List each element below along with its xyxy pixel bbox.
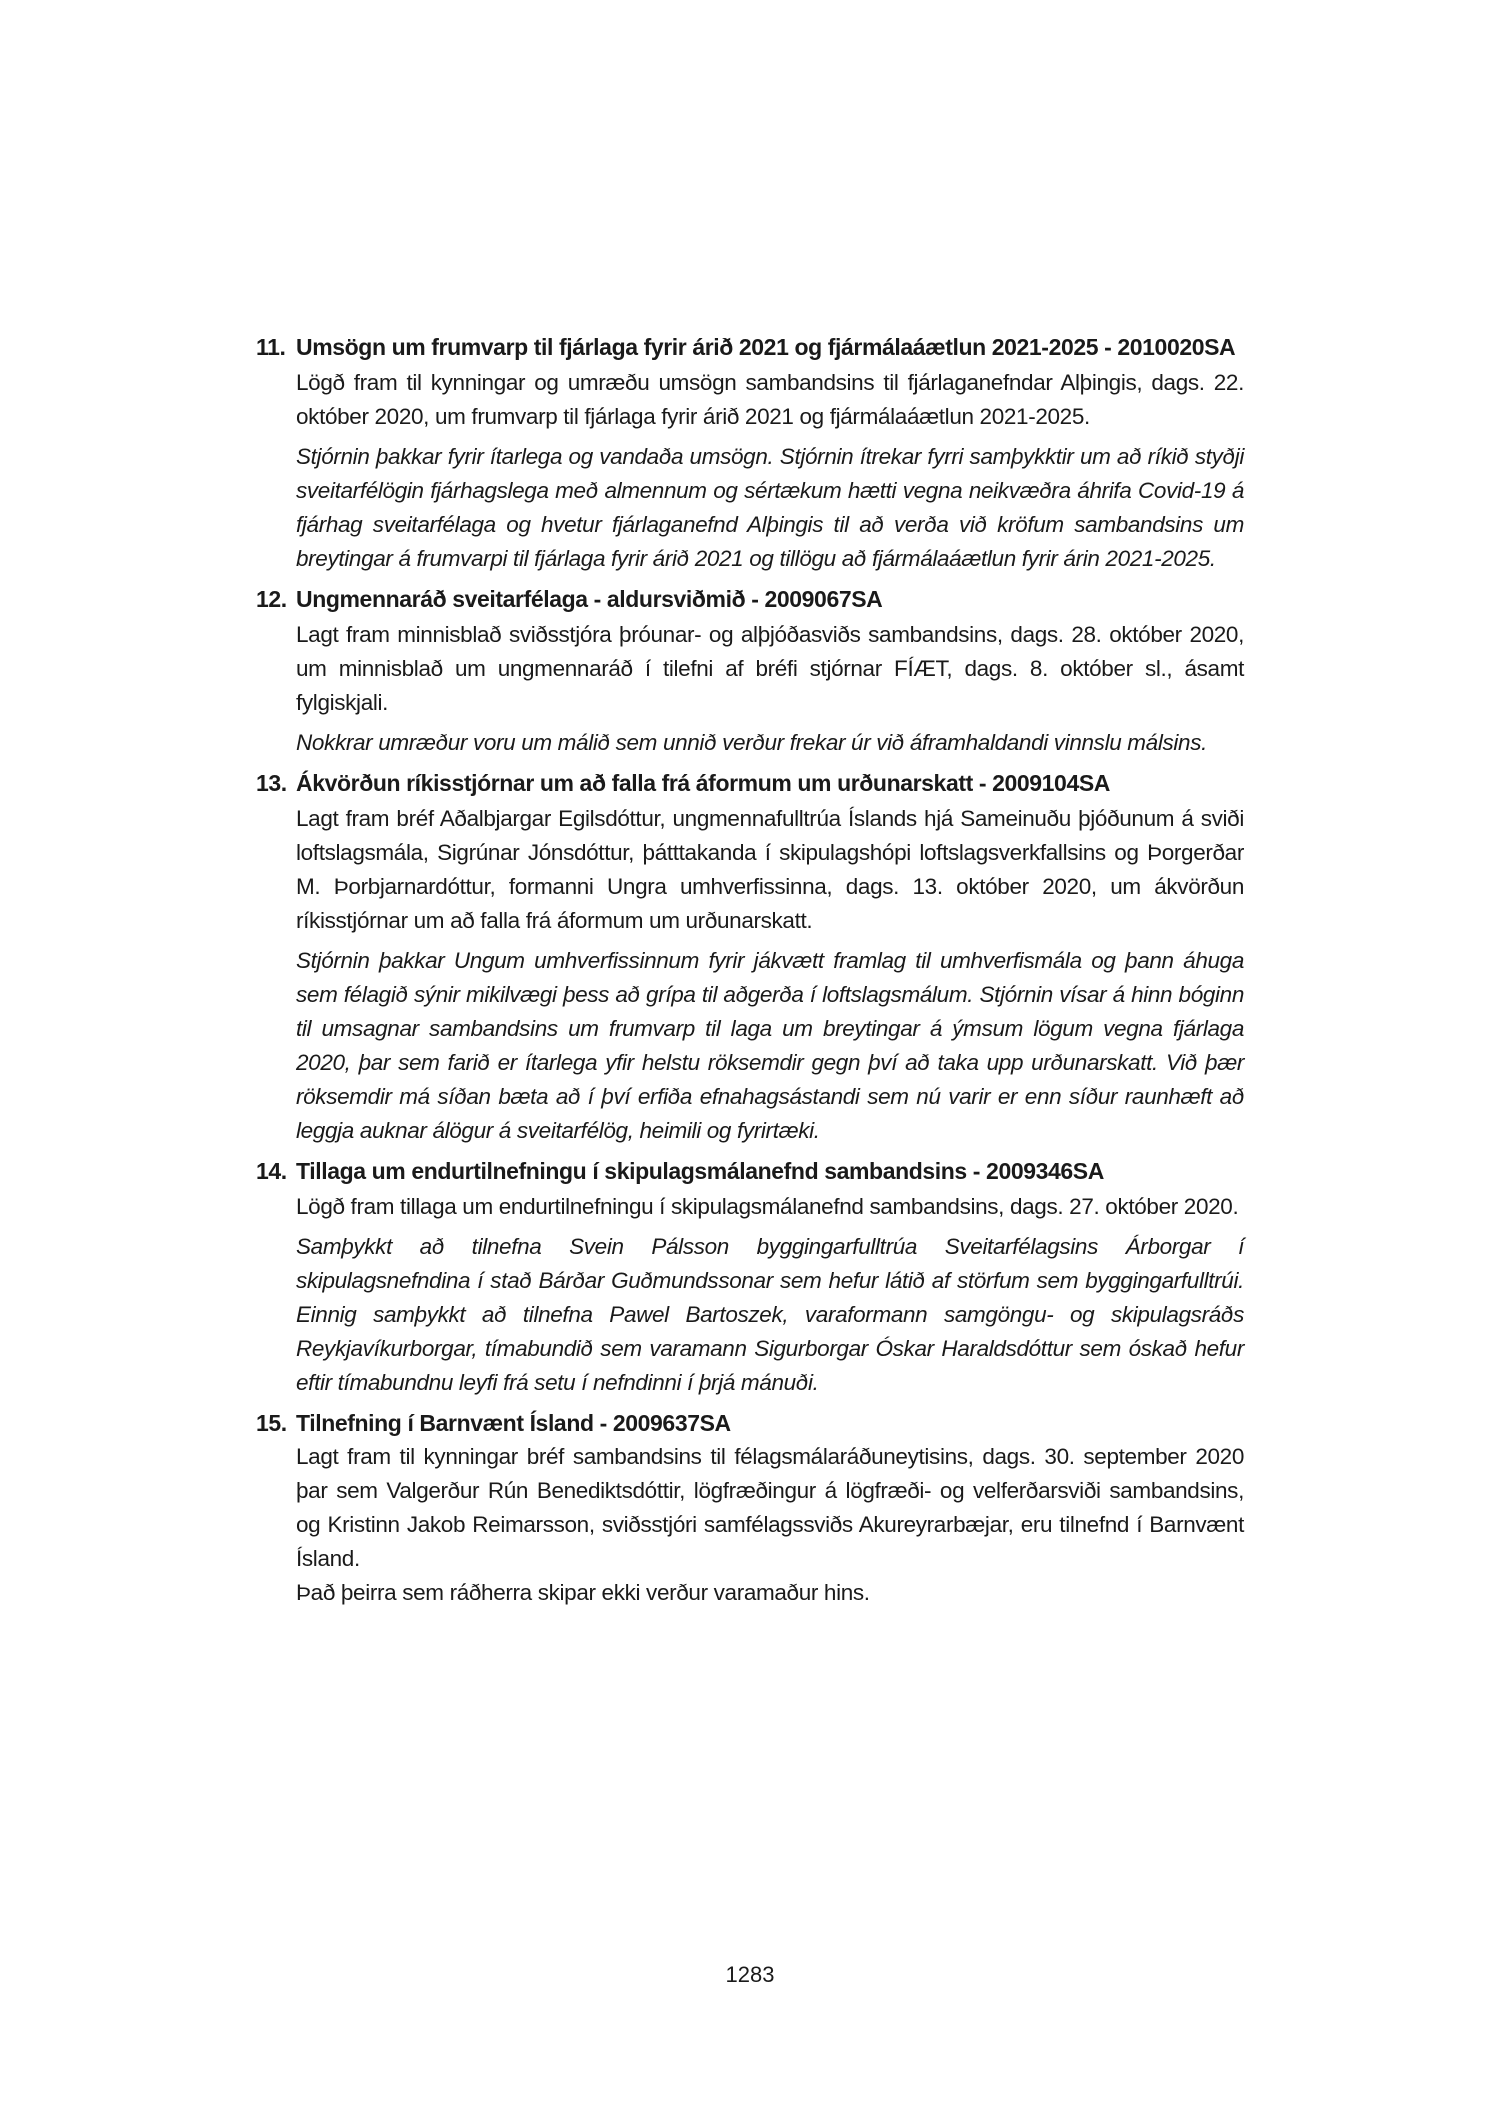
item-title: Ungmennaráð sveitarfélaga - aldursviðmið - 2009067SA: [296, 586, 883, 612]
item-title: Tilnefning í Barnvænt Ísland - 2009637SA: [296, 1410, 731, 1436]
item-body-extra: Það þeirra sem ráðherra skipar ekki verður varamaður hins.: [296, 1580, 870, 1605]
item-number: 13.: [256, 770, 287, 796]
item-number: 11.: [256, 334, 286, 360]
agenda-item-12: [256, 582, 1244, 760]
agenda-item-13: [256, 766, 1244, 1148]
item-body: Lögð fram til kynningar og umræðu umsögn sambandsins til fjárlaganefndar Alþingis, dags. 22. október 2020, um frumvarp til fjárlaga fyrir árið 2021 og fjármálaáætlun 2021-2025.: [296, 370, 1244, 429]
item-heading: [256, 582, 1244, 616]
agenda-item-11: [256, 330, 1244, 576]
item-number: 12.: [256, 586, 287, 612]
document-page: [256, 330, 1244, 1616]
item-decision: Stjórnin þakkar Ungum umhverfissinnum fyrir jákvætt framlag til umhverfismála og þann áhuga sem félagið sýnir mikilvægi þess að grípa til aðgerða í loftslagsmálum. Stjórnin vísar á hinn bóginn til umsagnar sambandsins um frumvarp til laga um breytingar á ýmsum lögum vegna fjárlaga 2020, þar sem farið er ítarlega yfir helstu röksemdir gegn því að taka upp urðunarskatt. Við þær röksemdir má síðan bæta að í því erfiða efnahagsástandi sem nú varir er enn síður raunhæft að leggja auknar álögur á sveitarfélög, heimili og fyrirtæki.: [296, 948, 1244, 1143]
item-decision: Samþykkt að tilnefna Svein Pálsson byggingarfulltrúa Sveitarfélagsins Árborgar í skipulagsnefndina í stað Bárðar Guðmundssonar sem hefur látið af störfum sem byggingarfulltrúi. Einnig samþykkt að tilnefna Pawel Bartoszek, varaformann samgöngu- og skipulagsráðs Reykjavíkurborgar, tímabundið sem varamann Sigurborgar Óskar Haraldsdóttur sem óskað hefur eftir tímabundnu leyfi frá setu í nefndinni í þrjá mánuði.: [296, 1234, 1244, 1395]
agenda-item-14: [256, 1154, 1244, 1400]
item-title: Ákvörðun ríkisstjórnar um að falla frá áformum um urðunarskatt - 2009104SA: [296, 770, 1110, 796]
agenda-item-15: [256, 1406, 1244, 1610]
item-heading: [256, 1154, 1244, 1188]
item-heading: [256, 766, 1244, 800]
item-decision: Nokkrar umræður voru um málið sem unnið verður frekar úr við áframhaldandi vinnslu málsins.: [296, 730, 1208, 755]
item-decision: Stjórnin þakkar fyrir ítarlega og vandaða umsögn. Stjórnin ítrekar fyrri samþykktir um að ríkið styðji sveitarfélögin fjárhagslega með almennum og sértækum hætti vegna neikvæðra áhrifa Covid-19 á fjárhag sveitarfélaga og hvetur fjárlaganefnd Alþingis til að verða við kröfum sambandsins um breytingar á frumvarpi til fjárlaga fyrir árið 2021 og tillögu að fjármálaáætlun fyrir árin 2021-2025.: [296, 444, 1244, 571]
item-body: Lagt fram minnisblað sviðsstjóra þróunar- og alþjóðasviðs sambandsins, dags. 28. október 2020, um minnisblað um ungmennaráð í tilefni af bréfi stjórnar FÍÆT, dags. 8. október sl., ásamt fylgiskjali.: [296, 622, 1244, 715]
item-body: Lagt fram til kynningar bréf sambandsins til félagsmálaráðuneytisins, dags. 30. september 2020 þar sem Valgerður Rún Benediktsdóttir, lögfræðingur á lögfræði- og velferðarsviði sambandsins, og Kristinn Jakob Reimarsson, sviðsstjóri samfélagssviðs Akureyrarbæjar, eru tilnefnd í Barnvænt Ísland.: [296, 1444, 1244, 1571]
item-title: Tillaga um endurtilnefningu í skipulagsmálanefnd sambandsins - 2009346SA: [296, 1158, 1104, 1184]
page-number: 1283: [725, 1962, 775, 1987]
item-number: 15.: [256, 1410, 287, 1436]
item-body: Lögð fram tillaga um endurtilnefningu í skipulagsmálanefnd sambandsins, dags. 27. október 2020.: [296, 1194, 1239, 1219]
item-body: Lagt fram bréf Aðalbjargar Egilsdóttur, ungmennafulltrúa Íslands hjá Sameinuðu þjóðunum á sviði loftslagsmála, Sigrúnar Jónsdóttur, þátttakanda í skipulagshópi loftslagsverkfallsins og Þorgerðar M. Þorbjarnardóttur, formanni Ungra umhverfissinna, dags. 13. október 2020, um ákvörðun ríkisstjórnar um að falla frá áformum um urðunarskatt.: [296, 806, 1244, 933]
item-heading: [256, 330, 1244, 364]
item-number: 14.: [256, 1158, 287, 1184]
item-title: Umsögn um frumvarp til fjárlaga fyrir árið 2021 og fjármálaáætlun 2021-2025 - 2010020SA: [296, 334, 1236, 360]
item-heading: [256, 1406, 1244, 1440]
